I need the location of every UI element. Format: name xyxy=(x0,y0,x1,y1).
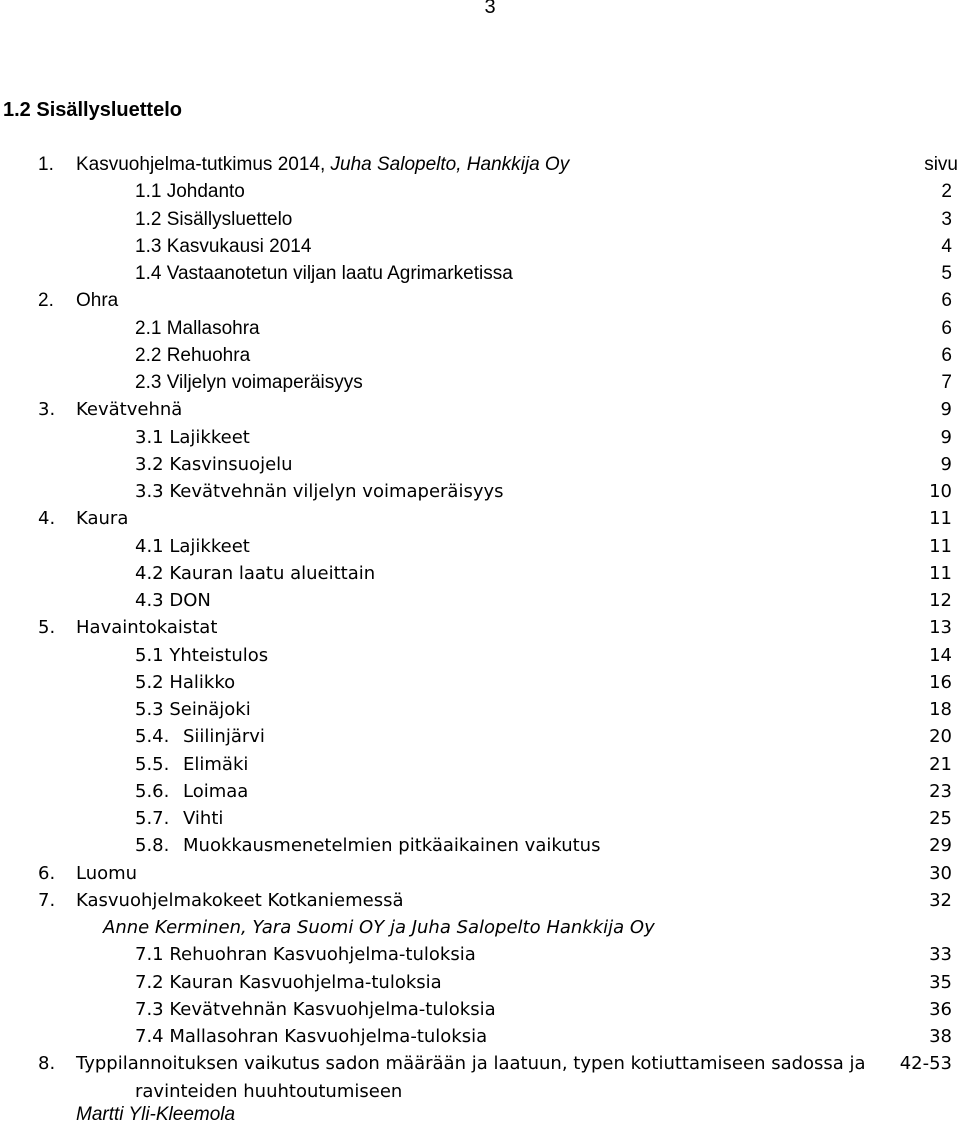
toc-page-number: 9 xyxy=(940,453,952,475)
toc-row xyxy=(0,696,952,723)
toc-entry-title: Havaintokaistat xyxy=(76,617,218,639)
toc-entry-title xyxy=(135,778,248,805)
toc-page-number: 23 xyxy=(929,780,952,802)
toc-page-number: 3 xyxy=(941,208,952,230)
toc-row xyxy=(0,206,952,233)
toc-row xyxy=(0,315,952,342)
toc-entry-title xyxy=(135,832,600,859)
toc-page-number: 12 xyxy=(929,590,952,611)
toc-entry-title xyxy=(103,914,655,941)
toc-page-number: 36 xyxy=(929,998,952,1020)
toc-entry-title xyxy=(76,151,569,178)
toc-page-number: 5 xyxy=(941,263,952,284)
toc-entry-title: 2.1 Mallasohra xyxy=(135,317,260,339)
toc-entry-title: 1.4 Vastaanotetun viljan laatu Agrimarketissa xyxy=(135,263,513,284)
toc-row xyxy=(0,751,952,778)
toc-entry-title: 1.3 Kasvukausi 2014 xyxy=(135,235,312,257)
toc-entry-title xyxy=(135,751,248,778)
page-number: 3 xyxy=(484,0,496,18)
toc-chapter-number: 8. xyxy=(38,1053,56,1075)
toc-page-number: 6 xyxy=(941,290,952,312)
toc-entry-title: 4.2 Kauran laatu alueittain xyxy=(135,562,376,584)
toc-row xyxy=(0,723,952,750)
toc-page-number: 42-53 xyxy=(899,1053,952,1075)
toc-subsection-number: 5.6. xyxy=(135,780,170,802)
toc-page-number: 29 xyxy=(929,835,952,857)
toc-row xyxy=(0,533,952,560)
toc-entry-title: Kasvuohjelmakokeet Kotkaniemessä xyxy=(76,889,404,911)
toc-page-number: 21 xyxy=(929,753,952,775)
toc-row xyxy=(0,478,952,505)
toc-entry-title: Kevätvehnä xyxy=(76,399,183,421)
toc-entry-title: 5.2 Halikko xyxy=(135,671,236,693)
toc-page-number: 20 xyxy=(929,726,952,748)
toc-entry-title: 3.1 Lajikkeet xyxy=(135,426,250,448)
toc-chapter-number: 7. xyxy=(38,889,56,911)
toc-row xyxy=(0,396,952,423)
toc-subsection-number: 5.7. xyxy=(135,808,170,829)
toc-chapter-number: 2. xyxy=(38,290,54,312)
chapter-8-author: Martti Yli-Kleemola xyxy=(76,1104,236,1125)
toc-entry-title: Luomu xyxy=(76,862,138,884)
toc-page-number: 35 xyxy=(929,971,952,993)
toc-row xyxy=(0,832,952,859)
toc-entry-title: 5.1 Yhteistulos xyxy=(135,644,269,666)
toc-row xyxy=(0,1023,952,1050)
toc-page-number: 11 xyxy=(929,508,952,530)
toc-row xyxy=(0,778,952,805)
toc-page-number: 11 xyxy=(929,562,952,584)
toc-row xyxy=(0,914,952,941)
toc-chapter-number: 4. xyxy=(38,508,56,530)
toc-subsection-number: 5.8. xyxy=(135,835,170,857)
toc-row xyxy=(0,587,952,614)
toc-page-number: 25 xyxy=(929,808,952,829)
toc-row xyxy=(0,969,952,996)
toc-page-number: 4 xyxy=(941,235,952,257)
toc-row xyxy=(0,996,952,1023)
toc-title-text: Kasvuohjelma-tutkimus 2014, xyxy=(76,154,331,175)
toc-chapter-number: 3. xyxy=(38,399,56,421)
toc-page-number: 2 xyxy=(941,181,952,203)
toc-entry-title: Typpilannoituksen vaikutus sadon määrään ja laatuun, typen kotiuttamiseen sadossa ja xyxy=(76,1053,866,1075)
toc-entry-title: 7.1 Rehuohran Kasvuohjelma-tuloksia xyxy=(135,944,476,966)
toc-entry-title: 2.2 Rehuohra xyxy=(135,344,251,366)
toc-row xyxy=(0,451,952,478)
toc-page-number: 16 xyxy=(929,671,952,693)
toc-row xyxy=(0,1078,952,1105)
toc-entry-title: Kaura xyxy=(76,508,129,530)
toc-page-number: 7 xyxy=(941,372,952,393)
toc-row xyxy=(0,614,952,641)
toc-page-number: 33 xyxy=(929,944,952,966)
toc-entry-title xyxy=(135,723,265,750)
toc-page-number: 11 xyxy=(929,535,952,557)
toc-subsection-number: 5.4. xyxy=(135,726,170,748)
toc-entry-title: 5.3 Seinäjoki xyxy=(135,699,251,720)
toc-subsection-title: Siilinjärvi xyxy=(183,726,265,748)
toc-entry-title: 1.1 Johdanto xyxy=(135,181,245,203)
toc-entry-title: 2.3 Viljelyn voimaperäisyys xyxy=(135,372,363,393)
page-title: 1.2 Sisällysluettelo xyxy=(3,99,182,121)
toc-entry-title: 4.1 Lajikkeet xyxy=(135,535,250,557)
toc-row xyxy=(0,860,952,887)
toc-row xyxy=(0,941,952,968)
toc-subsection-number: 5.5. xyxy=(135,753,170,775)
toc-row xyxy=(0,1050,952,1077)
toc-row xyxy=(0,151,958,178)
toc-row xyxy=(0,887,952,914)
toc-chapter-number: 1. xyxy=(38,154,54,175)
toc-row xyxy=(0,505,952,532)
toc-page-number: 6 xyxy=(941,317,952,339)
toc-row xyxy=(0,642,952,669)
toc-row xyxy=(0,178,952,205)
toc-chapter-number: 5. xyxy=(38,617,56,639)
toc-page-number: 9 xyxy=(940,426,952,448)
toc-row xyxy=(0,669,952,696)
toc-page-number: 18 xyxy=(929,699,952,720)
toc-entry-title: 7.4 Mallasohran Kasvuohjelma-tuloksia xyxy=(135,1026,488,1047)
toc-entry-title: ravinteiden huuhtoutumiseen xyxy=(135,1080,403,1102)
toc-subsection-title: Elimäki xyxy=(183,753,249,775)
toc-entry-title: 7.3 Kevätvehnän Kasvuohjelma-tuloksia xyxy=(135,998,496,1020)
toc-row xyxy=(0,369,952,396)
toc-subsection-title: Vihti xyxy=(183,808,224,829)
toc-row xyxy=(0,424,952,451)
toc-entry-title: 1.2 Sisällysluettelo xyxy=(135,208,293,230)
toc-page-number: sivu xyxy=(924,154,958,175)
toc-page-number: 9 xyxy=(940,399,952,421)
toc-entry-title: 3.2 Kasvinsuojelu xyxy=(135,453,293,475)
toc-page-number: 13 xyxy=(929,617,952,639)
toc-row xyxy=(0,560,952,587)
toc-row xyxy=(0,342,952,369)
toc-page-number: 38 xyxy=(929,1026,952,1047)
toc-entry-title xyxy=(135,805,223,832)
toc-author-text: Anne Kerminen, Yara Suomi OY ja Juha Salopelto Hankkija Oy xyxy=(103,917,655,938)
toc-subsection-title: Muokkausmenetelmien pitkäaikainen vaikutus xyxy=(183,835,601,857)
toc-page-number: 32 xyxy=(929,889,952,911)
toc-page-number: 14 xyxy=(929,644,952,666)
toc-chapter-number: 6. xyxy=(38,862,56,884)
toc-entry-title: 3.3 Kevätvehnän viljelyn voimaperäisyys xyxy=(135,481,504,502)
toc-row xyxy=(0,287,952,314)
toc-page-number: 10 xyxy=(929,481,952,502)
toc-row xyxy=(0,805,952,832)
toc-row xyxy=(0,233,952,260)
toc-subsection-title: Loimaa xyxy=(183,780,249,802)
toc-entry-title: 4.3 DON xyxy=(135,590,211,611)
toc-entry-title: 7.2 Kauran Kasvuohjelma-tuloksia xyxy=(135,971,442,993)
toc-author-text: Juha Salopelto, Hankkija Oy xyxy=(330,154,570,175)
toc-page-number: 6 xyxy=(941,344,952,366)
toc-page-number: 30 xyxy=(929,862,952,884)
toc-entry-title: Ohra xyxy=(76,290,119,312)
toc-row xyxy=(0,260,952,287)
